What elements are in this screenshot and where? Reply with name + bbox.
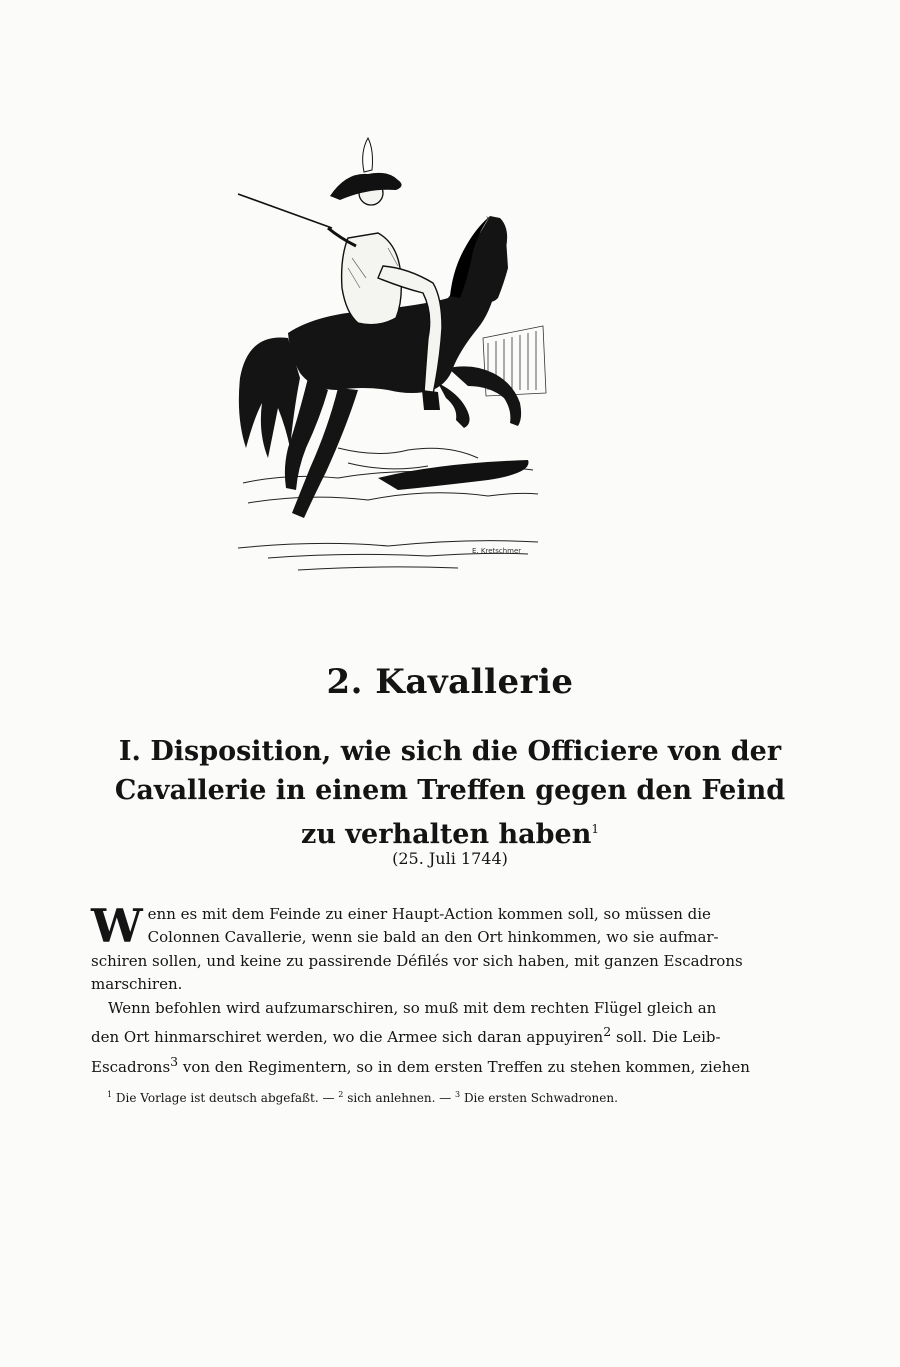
footnote-number-1: 1 xyxy=(107,1090,113,1099)
footnote-text-2: sich anlehnen. — xyxy=(343,1091,456,1105)
paragraph-2-line-3 xyxy=(91,1050,750,1079)
paragraph-2 xyxy=(91,997,750,1079)
footnote-marker: 2 xyxy=(603,1024,612,1040)
paragraph-2-line-1: Wenn befohlen wird aufzumarschiren, so muß mit dem rechten Flügel gleich an xyxy=(108,999,717,1017)
chapter-title xyxy=(0,732,900,854)
footnote-number-3: 3 xyxy=(455,1090,461,1099)
paragraph-2-line-2 xyxy=(91,1020,721,1049)
paragraph-2-line-2-text-b: soll. Die Leib- xyxy=(611,1028,721,1047)
section-heading: 2. Kavallerie xyxy=(326,662,574,702)
paragraph-2-line-2-text-a: den Ort hinmarschiret werden, wo die Armee sich daran appuyiren xyxy=(91,1028,604,1047)
paragraph-1-line-3: schiren sollen, und keine zu passirende Défilés vor sich haben, mit ganzen Escadrons xyxy=(91,951,743,970)
chapter-title-line-1: I. Disposition, wie sich die Officiere von der xyxy=(118,736,782,767)
footnote-text-3: Die ersten Schwadronen. xyxy=(460,1091,618,1105)
document-date: (25. Juli 1744) xyxy=(392,849,508,868)
cavalry-officer-illustration xyxy=(228,128,550,583)
chapter-title-line-3 xyxy=(0,810,900,854)
footnote-text-1: Die Vorlage ist deutsch abgefaßt. — xyxy=(112,1091,339,1105)
chapter-title-line-2: Cavallerie in einem Treffen gegen den Feind xyxy=(114,775,786,806)
paragraph-2-line-3-text-b: von den Regimentern, so in dem ersten Treffen zu stehen kommen, ziehen xyxy=(178,1057,750,1076)
paragraph-1 xyxy=(91,899,743,996)
paragraph-1-line-4: marschiren. xyxy=(91,974,183,993)
chapter-title-line-3-text: zu verhalten haben xyxy=(301,819,592,850)
paragraph-1-line-1: enn es mit dem Feinde zu einer Haupt-Action kommen soll, so müssen die xyxy=(147,905,711,923)
footnote-number-2: 2 xyxy=(338,1090,344,1099)
footnote-marker: 1 xyxy=(591,822,599,836)
artist-signature: E. Kretschmer xyxy=(472,547,522,555)
footnotes xyxy=(107,1090,618,1105)
footnote-marker: 3 xyxy=(170,1053,179,1069)
drop-cap: W xyxy=(91,899,143,953)
paragraph-2-line-3-text-a: Escadrons xyxy=(91,1057,171,1076)
paragraph-1-line-2: Colonnen Cavallerie, wenn sie bald an den Ort hinkommen, wo sie aufmar- xyxy=(147,928,719,947)
